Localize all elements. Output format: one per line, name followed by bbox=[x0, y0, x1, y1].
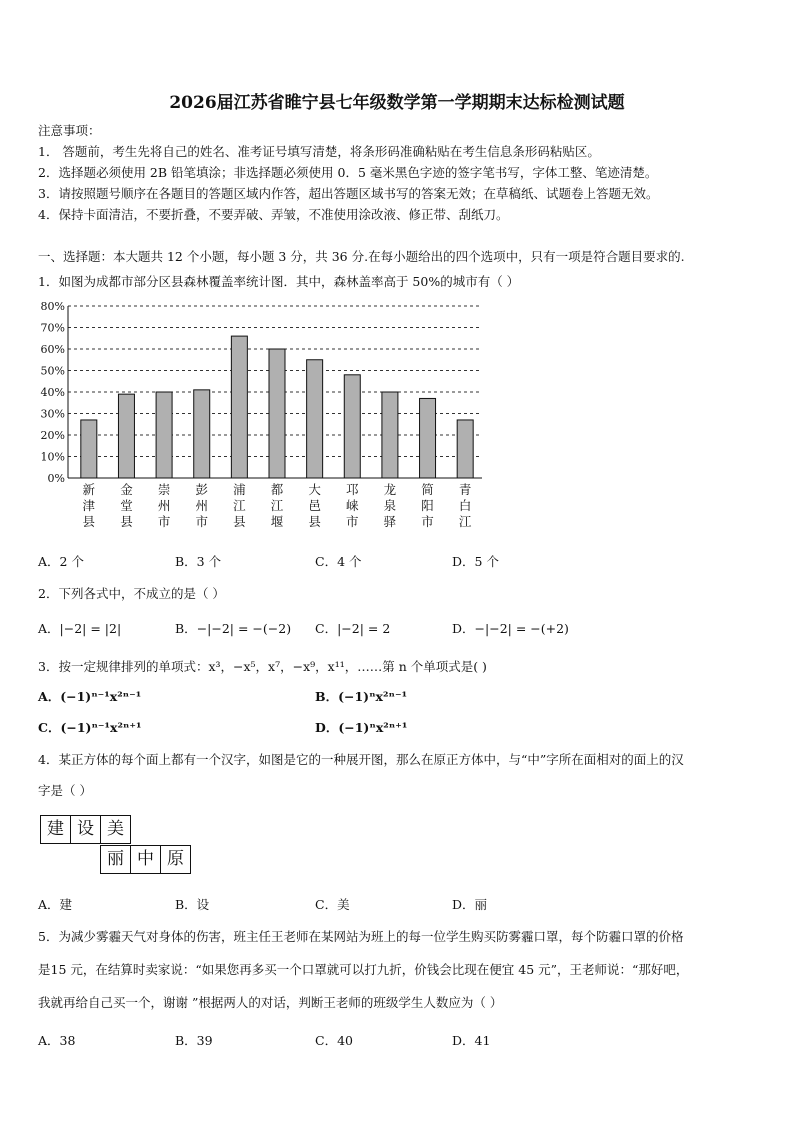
x-tick-label: 简阳市 bbox=[421, 482, 434, 529]
question-2-stem: 2．下列各式中，不成立的是（ ） bbox=[38, 586, 225, 601]
q2-option-d[interactable] bbox=[452, 619, 569, 637]
q1-option-b[interactable]: B．3 个 bbox=[175, 554, 222, 569]
option-label: D． bbox=[452, 621, 475, 636]
q4-option-d[interactable]: D．丽 bbox=[452, 897, 488, 912]
y-tick-label: 30% bbox=[40, 407, 65, 421]
x-tick-label: 青白江 bbox=[458, 482, 472, 529]
bar bbox=[269, 349, 285, 478]
bar bbox=[457, 420, 473, 478]
y-tick-label: 10% bbox=[40, 450, 65, 464]
option-expression: −|−2| = −(−2) bbox=[196, 621, 292, 636]
cube-net-diagram bbox=[40, 815, 200, 875]
q2-option-a[interactable] bbox=[38, 619, 121, 637]
x-tick-label: 大邑县 bbox=[308, 482, 321, 529]
option-expression: −|−2| = −(+2) bbox=[474, 621, 569, 636]
net-cell: 原 bbox=[160, 845, 191, 874]
y-tick-label: 70% bbox=[40, 321, 65, 335]
notice-item: 3．请按照题号顺序在各题目的答题区域内作答，超出答题区域书写的答案无效；在草稿纸、试题卷上答题无效。 bbox=[38, 186, 659, 201]
bar bbox=[231, 336, 247, 478]
notice-item: 4．保持卡面清洁，不要折叠，不要弄破、弄皱，不准使用涂改液、修正带、刮纸刀。 bbox=[38, 207, 509, 222]
y-tick-label: 50% bbox=[40, 364, 65, 378]
q4-option-a[interactable]: A．建 bbox=[38, 897, 73, 912]
section-heading: 一、选择题：本大题共 12 个小题，每小题 3 分，共 36 分.在每小题给出的四个选项中，只有一项是符合题目要求的. bbox=[38, 249, 685, 264]
y-tick-label: 0% bbox=[47, 472, 65, 485]
bar bbox=[420, 398, 436, 478]
question-4-stem-line2: 字是（ ） bbox=[38, 783, 92, 798]
y-tick-label: 80% bbox=[40, 300, 65, 313]
option-label: B． bbox=[175, 621, 197, 636]
q3-option-d[interactable]: D．(−1)ⁿx²ⁿ⁺¹ bbox=[315, 720, 408, 735]
x-tick-label: 新津县 bbox=[82, 482, 96, 529]
q3-option-b[interactable]: B．(−1)ⁿx²ⁿ⁻¹ bbox=[315, 689, 408, 704]
x-tick-label: 龙泉驿 bbox=[383, 482, 397, 529]
notice-item: 2．选择题必须使用 2B 铅笔填涂；非选择题必须使用 0．5 毫米黑色字迹的签字笔书写，字体工整、笔迹清楚。 bbox=[38, 165, 658, 180]
x-tick-label: 都江堰 bbox=[270, 482, 284, 529]
q4-option-c[interactable]: C．美 bbox=[315, 897, 350, 912]
page-title: 2026届江苏省睢宁县七年级数学第一学期期末达标检测试题 bbox=[169, 93, 625, 113]
forest-coverage-bar-chart bbox=[38, 296, 488, 546]
y-tick-label: 20% bbox=[40, 429, 65, 442]
q1-option-a[interactable]: A．2 个 bbox=[38, 554, 84, 569]
x-tick-label: 金堂县 bbox=[120, 482, 133, 529]
q5-option-a[interactable]: A．38 bbox=[38, 1033, 76, 1048]
net-cell: 丽 bbox=[100, 845, 131, 874]
question-3-stem: 3．按一定规律排列的单项式：x³，−x⁵，x⁷，−x⁹，x¹¹，……第 n 个单项式是( ) bbox=[38, 659, 487, 674]
question-1-stem: 1．如图为成都市部分区县森林覆盖率统计图．其中，森林盖率高于 50%的城市有（ ） bbox=[38, 274, 520, 289]
y-tick-label: 60% bbox=[40, 343, 65, 356]
notice-item: 1． 答题前，考生先将自己的姓名、准考证号填写清楚，将条形码准确粘贴在考生信息条形码粘贴区。 bbox=[38, 144, 600, 159]
q4-option-b[interactable]: B．设 bbox=[175, 897, 210, 912]
x-tick-label: 崇州市 bbox=[157, 482, 171, 529]
bar bbox=[382, 392, 398, 478]
q5-option-c[interactable]: C．40 bbox=[315, 1033, 353, 1048]
bar bbox=[307, 360, 323, 478]
x-tick-label: 彭州市 bbox=[195, 482, 208, 529]
option-expression: |−2| = 2 bbox=[337, 621, 391, 636]
notice-heading: 注意事项： bbox=[38, 123, 101, 138]
bar bbox=[156, 392, 172, 478]
x-tick-label: 浦江县 bbox=[233, 482, 246, 529]
bar bbox=[81, 420, 97, 478]
q5-option-b[interactable]: B．39 bbox=[175, 1033, 213, 1048]
q1-option-c[interactable]: C．4 个 bbox=[315, 554, 362, 569]
q2-option-c[interactable] bbox=[315, 619, 390, 637]
net-cell: 设 bbox=[70, 815, 101, 844]
net-cell: 建 bbox=[40, 815, 71, 844]
option-label: C． bbox=[315, 621, 338, 636]
x-tick-label: 邛崃市 bbox=[346, 482, 359, 529]
option-expression: |−2| = |2| bbox=[59, 621, 122, 636]
q2-option-b[interactable] bbox=[175, 619, 291, 637]
bar bbox=[194, 390, 210, 478]
q3-option-c[interactable]: C．(−1)ⁿ⁻¹x²ⁿ⁺¹ bbox=[38, 720, 142, 735]
q1-option-d[interactable]: D．5 个 bbox=[452, 554, 499, 569]
question-5-line3: 我就再给自己买一个，谢谢 ”根据两人的对话，判断王老师的班级学生人数应为（ ） bbox=[38, 995, 503, 1010]
q3-option-a[interactable]: A．(−1)ⁿ⁻¹x²ⁿ⁻¹ bbox=[38, 689, 142, 704]
net-cell: 中 bbox=[130, 845, 161, 874]
question-5-line1: 5．为减少雾霾天气对身体的伤害，班主任王老师在某网站为班上的每一位学生购买防雾霾口罩，每个防霾口罩的价格 bbox=[38, 929, 684, 944]
chart-svg bbox=[38, 296, 488, 546]
question-4-stem-line1: 4．某正方体的每个面上都有一个汉字，如图是它的一种展开图，那么在原正方体中，与“中”字所在面相对的面上的汉 bbox=[38, 752, 684, 767]
bar bbox=[118, 394, 134, 478]
option-label: A． bbox=[38, 621, 60, 636]
q5-option-d[interactable]: D．41 bbox=[452, 1033, 491, 1048]
question-5-line2: 是15 元，在结算时卖家说：“如果您再多买一个口罩就可以打九折，价钱会比现在便宜 45 元”，王老师说：“那好吧， bbox=[38, 962, 689, 977]
net-cell: 美 bbox=[100, 815, 131, 844]
y-tick-label: 40% bbox=[40, 386, 65, 399]
bar bbox=[344, 375, 360, 478]
